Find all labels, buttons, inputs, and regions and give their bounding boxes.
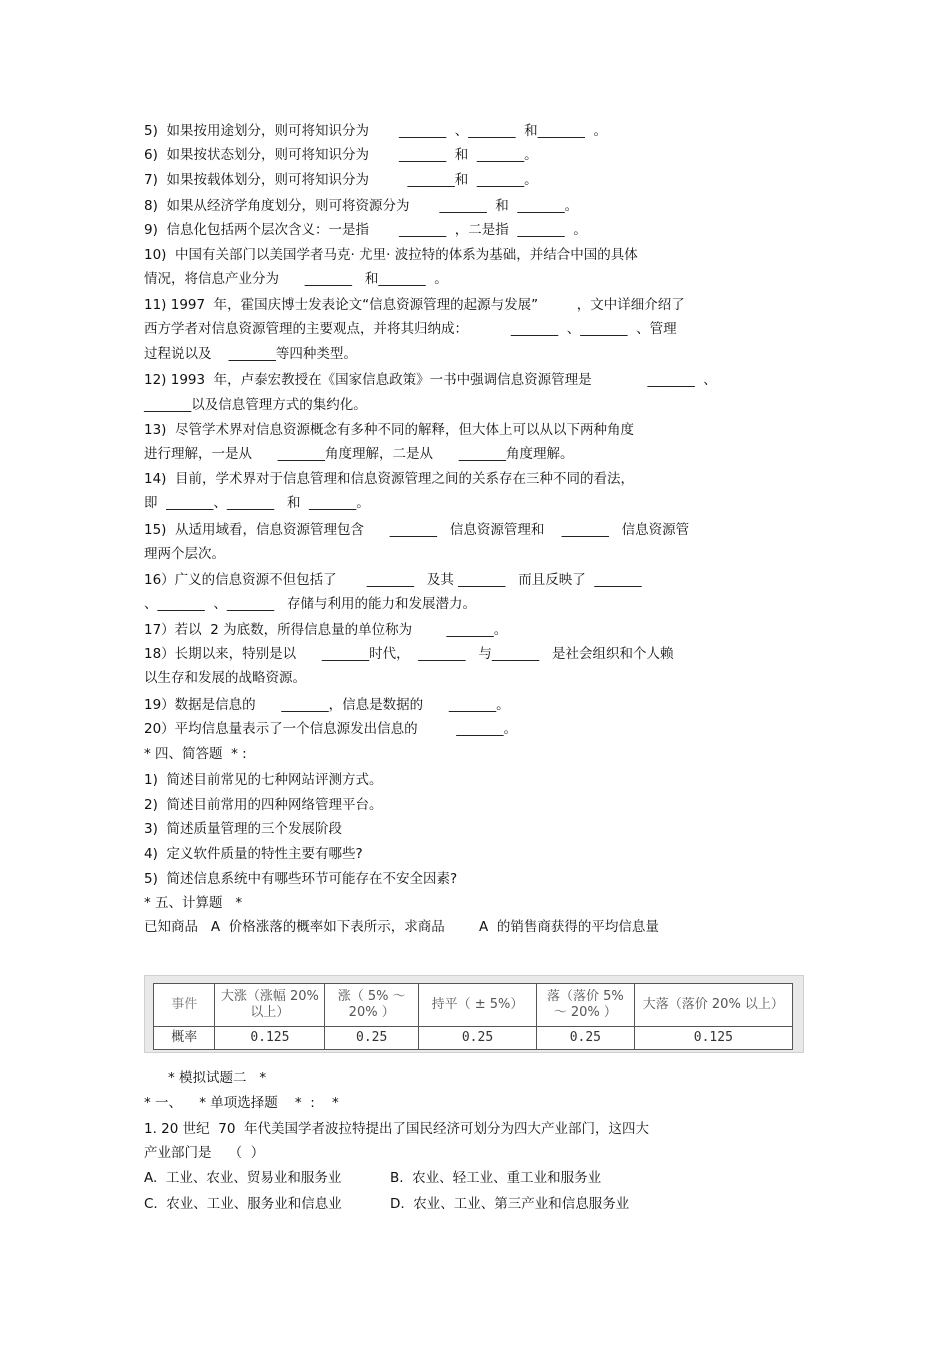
fill-blank-13-line2: 进行理解，一是从 _______角度理解，二是从 _______角度理解。 bbox=[144, 446, 574, 462]
fill-blank-15-line2: 理两个层次。 bbox=[144, 546, 225, 562]
table-header-cell: 大落（落价 20% 以上） bbox=[634, 984, 792, 1027]
short-answer-item: 5) 简述信息系统中有哪些环节可能存在不安全因素? bbox=[144, 871, 458, 887]
fill-blank-11-line2: 西方学者对信息资源管理的主要观点，并将其归纳成： _______ 、_______ 、管理 bbox=[144, 321, 677, 337]
table-header-cell: 落（落价 5% ～ 20% ） bbox=[536, 984, 634, 1027]
calculation-heading: * 五、计算题 * bbox=[144, 895, 243, 911]
calculation-question: 已知商品 A 价格涨落的概率如下表所示，求商品 A 的销售商获得的平均信息量 bbox=[144, 919, 659, 935]
option-b: B. 农业、轻工业、重工业和服务业 bbox=[390, 1170, 602, 1186]
mock-exam-q1-line1: 1. 20 世纪 70 年代美国学者波拉特提出了国民经济可划分为四大产业部门，这四大 bbox=[144, 1121, 649, 1137]
short-answer-item: 3) 简述质量管理的三个发展阶段 bbox=[144, 821, 342, 837]
table-header-cell: 涨（ 5% ～ 20% ） bbox=[325, 984, 419, 1027]
option-c: C. 农业、工业、服务业和信息业 bbox=[144, 1196, 342, 1212]
table-cell: 0.25 bbox=[325, 1027, 419, 1050]
fill-blank-20: 20）平均信息量表示了一个信息源发出信息的 _______。 bbox=[144, 721, 518, 737]
fill-blank-14-line2: 即 _______、_______ 和 _______。 bbox=[144, 495, 370, 511]
mock-exam-title: * 模拟试题二 * bbox=[168, 1070, 267, 1086]
short-answer-item: 1) 简述目前常见的七种网站评测方式。 bbox=[144, 772, 383, 788]
table-cell: 0.25 bbox=[419, 1027, 537, 1050]
short-answer-heading: * 四、简答题 * : bbox=[144, 746, 247, 762]
fill-blank-18-line2: 以生存和发展的战略资源。 bbox=[144, 670, 306, 686]
table-header-cell: 持平（ ± 5%） bbox=[419, 984, 537, 1027]
fill-blank-16-line2: 、_______ 、_______ 存储与利用的能力和发展潜力。 bbox=[144, 596, 476, 612]
fill-blank-18-line1: 18）长期以来，特别是以 _______时代， _______ 与_______ 是社会组织和个人赖 bbox=[144, 646, 674, 662]
table-cell: 0.125 bbox=[215, 1027, 325, 1050]
fill-blank-12-line2: _______以及信息管理方式的集约化。 bbox=[144, 397, 367, 413]
table-header-cell: 大涨（涨幅 20% 以上） bbox=[215, 984, 325, 1027]
fill-blank-14-line1: 14) 目前，学术界对于信息管理和信息资源管理之间的关系存在三种不同的看法， bbox=[144, 471, 635, 487]
option-a: A. 工业、农业、贸易业和服务业 bbox=[144, 1170, 342, 1186]
short-answer-item: 2) 简述目前常用的四种网络管理平台。 bbox=[144, 797, 383, 813]
fill-blank-5: 5) 如果按用途划分，则可将知识分为 _______ 、_______ 和_______ 。 bbox=[144, 123, 607, 139]
table-cell: 概率 bbox=[154, 1027, 215, 1050]
fill-blank-9: 9) 信息化包括两个层次含义：一是指 _______ ，二是指 _______ 。 bbox=[144, 222, 587, 238]
fill-blank-13-line1: 13) 尽管学术界对信息资源概念有多种不同的解释，但大体上可以从以下两种角度 bbox=[144, 422, 635, 438]
short-answer-item: 4) 定义软件质量的特性主要有哪些? bbox=[144, 846, 363, 862]
table-cell: 0.125 bbox=[634, 1027, 792, 1050]
fill-blank-7: 7) 如果按载体划分，则可将知识分为 _______和 _______。 bbox=[144, 172, 538, 188]
fill-blank-15-line1: 15) 从适用域看，信息资源管理包含 _______ 信息资源管理和 _______ 信息资源管 bbox=[144, 522, 690, 538]
fill-blank-10-line2: 情况，将信息产业分为 _______ 和_______ 。 bbox=[144, 271, 448, 287]
fill-blank-6: 6) 如果按状态划分，则可将知识分为 _______ 和 _______。 bbox=[144, 147, 538, 163]
fill-blank-10-line1: 10) 中国有关部门以美国学者马克· 尤里· 波拉特的体系为基础，并结合中国的具体 bbox=[144, 247, 638, 263]
probability-table-image bbox=[144, 975, 804, 1053]
fill-blank-17: 17）若以 2 为底数，所得信息量的单位称为 _______。 bbox=[144, 622, 508, 638]
fill-blank-11-line1: 11) 1997 年，霍国庆博士发表论文“信息资源管理的起源与发展” ，文中详细介绍了 bbox=[144, 297, 685, 313]
option-d: D. 农业、工业、第三产业和信息服务业 bbox=[390, 1196, 630, 1212]
table-cell: 0.25 bbox=[536, 1027, 634, 1050]
probability-table bbox=[153, 983, 793, 1050]
mock-exam-section: * 一、 * 单项选择题 * : * bbox=[144, 1095, 339, 1111]
fill-blank-11-line3: 过程说以及 _______等四种类型。 bbox=[144, 346, 357, 362]
table-header-cell: 事件 bbox=[154, 984, 215, 1027]
fill-blank-19: 19）数据是信息的 _______，信息是数据的 _______。 bbox=[144, 697, 510, 713]
fill-blank-8: 8) 如果从经济学角度划分，则可将资源分为 _______ 和 _______。 bbox=[144, 198, 579, 214]
fill-blank-16-line1: 16）广义的信息资源不但包括了 _______ 及其 _______ 而且反映了 _______ bbox=[144, 572, 642, 588]
fill-blank-12-line1: 12) 1993 年，卢泰宏教授在《国家信息政策》一书中强调信息资源管理是 _______ 、 bbox=[144, 372, 717, 388]
mock-exam-q1-line2: 产业部门是 （ ） bbox=[144, 1145, 265, 1161]
